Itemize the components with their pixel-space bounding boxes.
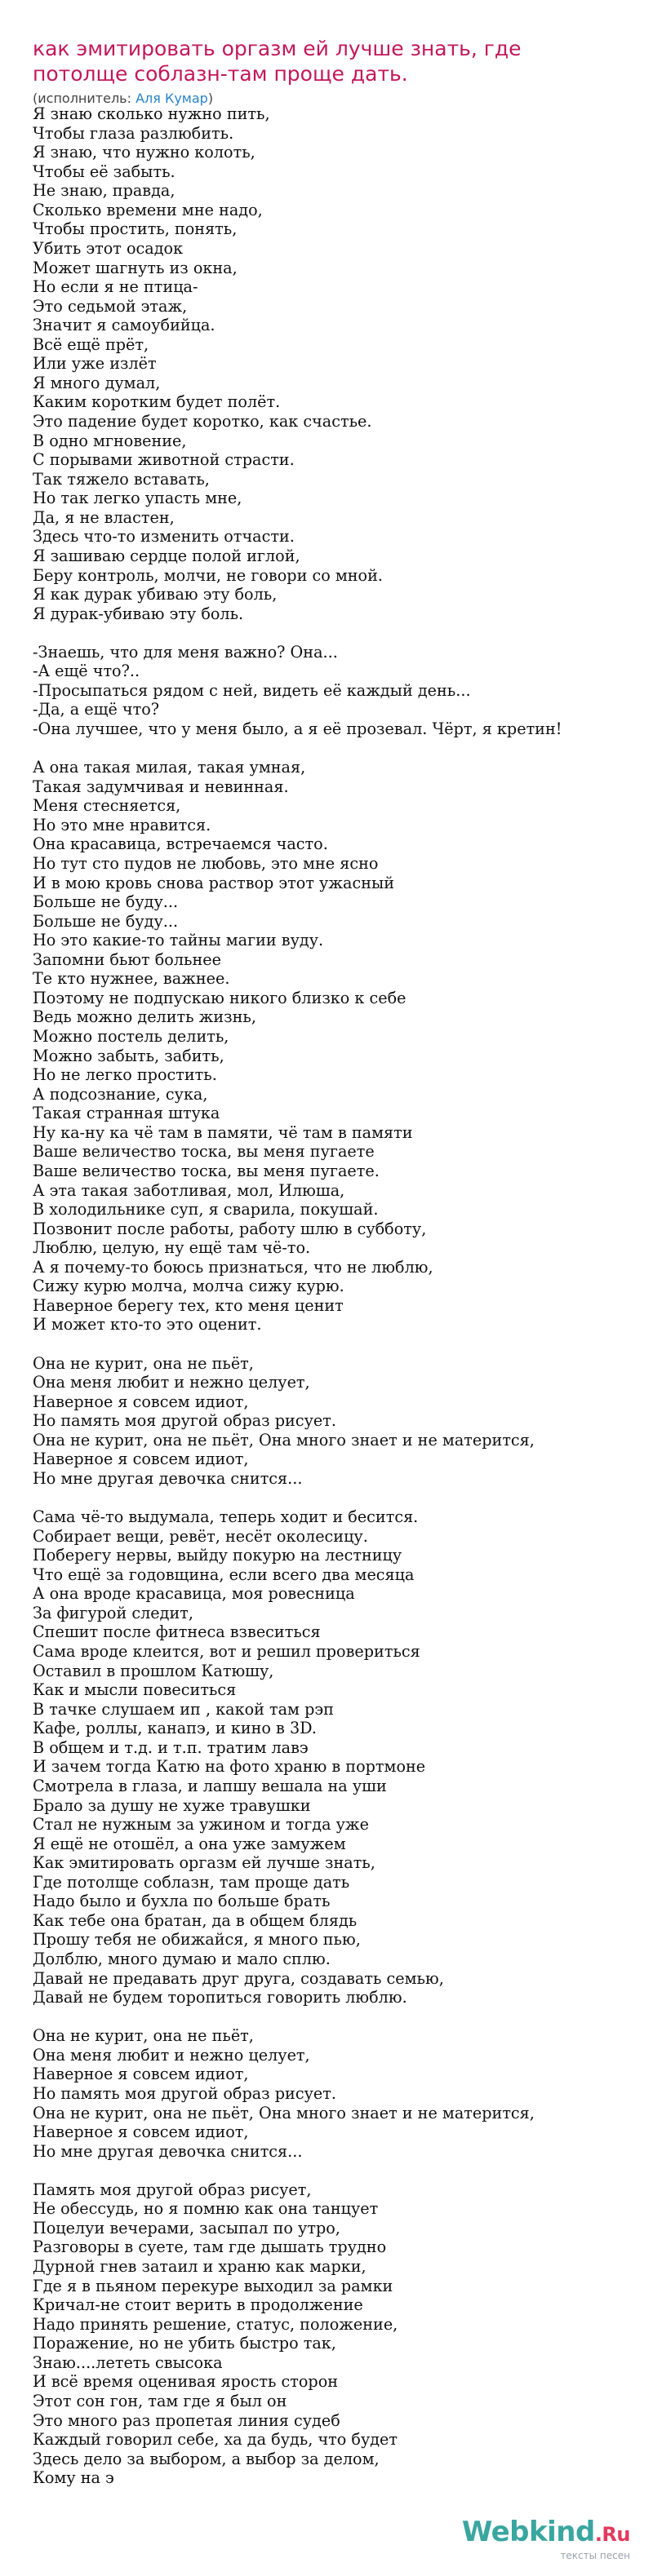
lyric-line: Люблю, целую, ну ещё там чё-то. [33, 1238, 311, 1258]
lyric-line: И в мою кровь снова раствор этот ужасный [33, 873, 395, 892]
lyric-line: Знаю....лететь свысока [33, 2352, 223, 2372]
lyric-line: Надо принять решение, статус, положение, [33, 2314, 398, 2334]
lyric-line: Это седьмой этаж, [33, 296, 188, 316]
lyric-line: Я знаю сколько нужно пить, [33, 104, 270, 123]
lyric-line: Сколько времени мне надо, [33, 200, 263, 219]
lyric-line: Чтобы глаза разлюбить. [33, 123, 234, 143]
stanza-break [33, 1489, 637, 1508]
lyric-line: И может кто-то это оценит. [33, 1315, 262, 1334]
lyric-line: А подсознание, сука, [33, 1084, 208, 1104]
lyrics-body [33, 104, 637, 2488]
lyric-line: Здесь дело за выбором, а выбор за делом, [33, 2449, 380, 2468]
lyric-line: Я как дурак убиваю эту боль, [33, 585, 278, 604]
lyric-line: Наверное я совсем идиот, [33, 1450, 249, 1469]
lyric-line: Она меня любит и нежно целует, [33, 2045, 310, 2065]
lyric-line: Оставил в прошлом Катюшу, [33, 1661, 274, 1680]
lyric-line: Можно забыть, забить, [33, 1046, 224, 1065]
lyric-line: Она меня любит и нежно целует, [33, 1373, 310, 1392]
lyric-line: Значит я самоубийца. [33, 316, 215, 335]
logo-wordmark [462, 2518, 630, 2548]
lyric-line: Запомни бьют больнее [33, 949, 221, 969]
lyric-line: Поражение, но не убить быстро так, [33, 2334, 336, 2353]
lyric-line: Память моя другой образ рисует, [33, 2180, 312, 2199]
lyric-line: Она не курит, она не пьёт, [33, 1353, 254, 1373]
lyric-line: Но так легко упасть мне, [33, 489, 242, 508]
lyric-line: Чтобы простить, понять, [33, 219, 238, 239]
lyric-line: Больше не буду... [33, 911, 179, 931]
lyric-line: Этот сон гон, там где я был он [33, 2391, 287, 2410]
lyric-line: Давай не предавать друг друга, создавать семью, [33, 1968, 444, 1988]
lyric-line: А я почему-то боюсь признаться, что не люблю, [33, 1257, 433, 1277]
lyric-line: Ваше величество тоска, вы меня пугаете. [33, 1161, 380, 1180]
lyric-line: Позвонит после работы, работу шлю в субботу, [33, 1219, 427, 1238]
lyric-line: Где я в пьяном перекуре выходил за рамки [33, 2276, 393, 2295]
lyric-line: Она красавица, встречаемся часто. [33, 834, 328, 854]
lyric-line: Спешит после фитнеса взвеситься [33, 1622, 321, 1642]
lyric-line: В одно мгновение, [33, 431, 187, 450]
lyric-line: Это много раз пропетая линия судеб [33, 2410, 340, 2430]
stanza-break [33, 2007, 637, 2027]
stanza-break [33, 1334, 637, 1354]
lyric-line: Беру контроль, молчи, не говори со мной. [33, 565, 384, 585]
stanza-break [33, 623, 637, 643]
lyric-line: И зачем тогда Катю на фото храню в портмоне [33, 1757, 426, 1777]
lyric-line: Разговоры в суете, там где дышать трудно [33, 2237, 387, 2257]
lyric-line: И всё время оценивая ярость сторон [33, 2372, 339, 2392]
lyric-line: Но мне другая девочка снится... [33, 1468, 303, 1488]
lyric-line: Я дурак-убиваю эту боль. [33, 604, 244, 623]
lyric-line: Сижу курю молча, молча сижу курю. [33, 1277, 344, 1296]
lyric-line: Наверное берегу тех, кто меня ценит [33, 1295, 344, 1315]
lyric-line: -Просыпаться рядом с ней, видеть её каждый день... [33, 680, 471, 700]
lyric-line: Но память моя другой образ рисует. [33, 2083, 336, 2103]
lyric-line: Но если я не птица- [33, 277, 198, 297]
lyric-line: В холодильнике суп, я сварила, покушай. [33, 1200, 379, 1219]
lyric-line: Больше не буду... [33, 892, 179, 912]
lyric-line: Поберегу нервы, выйду покурю на лестницу [33, 1546, 402, 1565]
lyric-line: Но мне другая девочка снится... [33, 2141, 303, 2161]
lyric-line: Здесь что-то изменить отчасти. [33, 527, 295, 547]
lyric-line: А эта такая заботливая, мол, Илюша, [33, 1180, 345, 1200]
lyric-line: Чтобы её забыть. [33, 162, 175, 181]
lyric-line: Так тяжело вставать, [33, 469, 210, 489]
song-header [0, 0, 653, 108]
lyric-line: Меня стесняется, [33, 796, 181, 816]
lyric-line: Такая странная штука [33, 1104, 220, 1123]
lyric-line: Наверное я совсем идиот, [33, 2065, 249, 2084]
lyric-line: -Да, а ещё что? [33, 700, 160, 719]
lyric-line: Ну ка-ну ка чё там в памяти, чё там в памяти [33, 1122, 413, 1142]
lyric-line: -Знаешь, что для меня важно? Она... [33, 642, 338, 662]
performer-prefix: (исполнитель: [33, 91, 136, 106]
lyric-line: Что ещё за годовщина, если всего два месяца [33, 1565, 415, 1584]
lyric-line: За фигурой следит, [33, 1603, 193, 1622]
lyric-line: А она такая милая, такая умная, [33, 758, 306, 777]
lyric-line: Убить этот осадок [33, 238, 184, 258]
lyric-line: Поцелуи вечерами, засыпал по утро, [33, 2218, 340, 2237]
lyric-line: Такая задумчивая и невинная. [33, 777, 289, 796]
lyric-line: Можно постель делить, [33, 1027, 229, 1046]
lyric-line: Да, я не властен, [33, 507, 175, 527]
lyric-line: -А ещё что?.. [33, 662, 140, 681]
lyric-line: Но тут сто пудов не любовь, это мне ясно [33, 853, 379, 873]
lyric-line: Или уже излёт [33, 354, 157, 374]
lyric-line: Где потолще соблазн, там проще дать [33, 1872, 350, 1892]
lyric-line: Я ещё не отошёл, а она уже замужем [33, 1834, 346, 1853]
lyric-line: Всё ещё прёт, [33, 334, 149, 354]
lyric-line: С порывами животной страсти. [33, 450, 295, 470]
lyric-line: Сама чё-то выдумала, теперь ходит и бесится. [33, 1507, 419, 1527]
lyric-line: Как эмитировать оргазм ей лучше знать, [33, 1853, 375, 1873]
lyric-line: Но память моя другой образ рисует. [33, 1411, 336, 1431]
lyric-line: Но это мне нравится. [33, 815, 211, 834]
lyric-line: Собирает вещи, ревёт, несёт околесицу. [33, 1526, 368, 1546]
lyric-line: Ваше величество тоска, вы меня пугаете [33, 1142, 375, 1162]
lyric-line: Она не курит, она не пьёт, Она много знает и не матерится, [33, 1430, 535, 1450]
lyric-line: Она не курит, она не пьёт, Она много знает и не матерится, [33, 2103, 535, 2122]
lyric-line: Надо было и бухла по больше брать [33, 1892, 331, 1911]
lyric-line: Но это какие-то тайны магии вуду. [33, 931, 324, 950]
lyric-line: Кафе, роллы, канапэ, и кино в 3D. [33, 1719, 317, 1738]
lyric-line: Каждый говорил себе, ха да будь, что будет [33, 2430, 398, 2450]
lyric-line: Кричал-не стоит верить в продолжение [33, 2295, 363, 2315]
lyric-line: Может шагнуть из окна, [33, 258, 238, 277]
lyric-line: Наверное я совсем идиот, [33, 1392, 249, 1411]
lyric-line: Она не курит, она не пьёт, [33, 2026, 254, 2046]
lyric-line: Дурной гнев затаил и храню как марки, [33, 2257, 366, 2276]
lyric-line: Я знаю, что нужно колоть, [33, 143, 255, 162]
lyric-line: Брало за душу не хуже травушки [33, 1795, 311, 1815]
lyric-line: Прошу тебя не обижайся, я много пью, [33, 1930, 361, 1950]
artist-link[interactable]: Аля Кумар [135, 91, 208, 106]
lyric-line: Как тебе она братан, да в общем блядь [33, 1910, 358, 1930]
lyric-line: Как и мысли повеситься [33, 1680, 237, 1700]
lyric-line: Кому на э [33, 2468, 114, 2488]
site-logo[interactable] [462, 2518, 630, 2561]
lyric-line: В тачке слушаем ип , какой там рэп [33, 1699, 334, 1719]
lyric-line: Ведь можно делить жизнь, [33, 1007, 256, 1027]
lyric-line: -Она лучшее, что у меня было, а я её прозевал. Чёрт, я кретин! [33, 719, 562, 738]
lyric-line: Я много думал, [33, 373, 161, 392]
stanza-break [33, 2161, 637, 2180]
lyric-line: В общем и т.д. и т.п. тратим лавэ [33, 1737, 309, 1757]
lyric-line: Не обессудь, но я помню как она танцует [33, 2199, 379, 2219]
lyric-line: Это падение будет коротко, как счастье. [33, 412, 372, 431]
lyric-line: Наверное я совсем идиот, [33, 2122, 249, 2142]
lyric-line: Стал не нужным за ужином и тогда уже [33, 1815, 369, 1835]
logo-name: Webkind [461, 2516, 595, 2548]
performer-suffix: ) [207, 91, 214, 106]
lyric-line: Давай не будем торопиться говорить люблю. [33, 1988, 407, 2007]
logo-tagline: тексты песен [560, 2550, 630, 2561]
lyric-line: Смотрела в глаза, и лапшу вешала на уши [33, 1776, 387, 1795]
lyric-line: Долблю, много думаю и мало сплю. [33, 1950, 331, 1968]
lyric-line: Поэтому не подпускаю никого близко к себе [33, 988, 406, 1007]
lyric-line: Но не легко простить. [33, 1065, 217, 1085]
lyric-line: Каким коротким будет полёт. [33, 392, 281, 412]
stanza-break [33, 739, 637, 759]
lyric-line: Не знаю, правда, [33, 181, 175, 201]
logo-tld: .Ru [594, 2523, 630, 2546]
lyric-line: Я зашиваю сердце полой иглой, [33, 546, 300, 565]
song-title: как эмитировать оргазм ей лучше знать, где потолще соблазн-там проще дать. [33, 37, 522, 86]
lyric-line: Те кто нужнее, важнее. [33, 969, 230, 989]
lyric-line: А она вроде красавица, моя ровесница [33, 1584, 355, 1604]
lyric-line: Сама вроде клеится, вот и решил провериться [33, 1642, 420, 1661]
